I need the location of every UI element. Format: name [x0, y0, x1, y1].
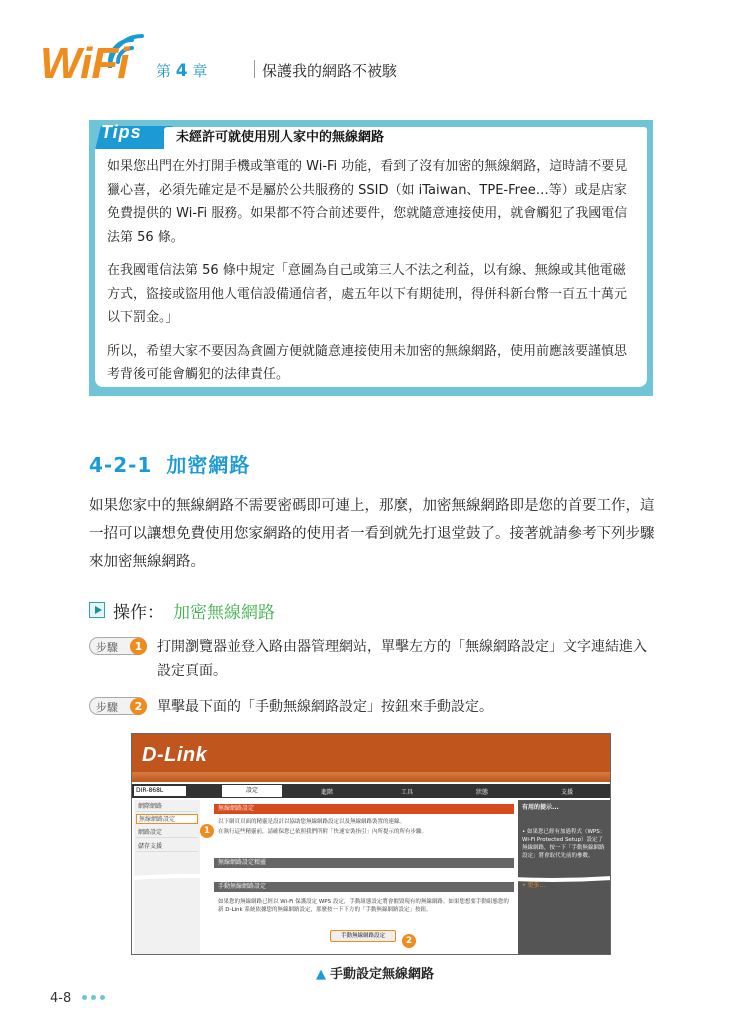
caption-marker: ▲ — [315, 967, 326, 982]
tips-body — [95, 149, 647, 387]
caption-text: 手動設定無線網路 — [329, 967, 434, 982]
chapter-title: 保護我的網路不被駭 — [262, 62, 398, 80]
section-name: 加密網路 — [166, 453, 251, 477]
dlink-help-text: • 如果您已經有加過程式（WPS：Wi-Fi Protected Setup）設定了無線網路，按一下「手動無線網路設定」將會取代先前的參數。 — [522, 829, 606, 859]
footer-dot — [91, 995, 96, 1000]
dlink-side-wireless[interactable]: 無線網路設定 — [136, 814, 198, 824]
footer-dot — [100, 995, 105, 1000]
dlink-tab-advanced[interactable]: 進階 — [320, 789, 333, 796]
page-number: 4-8 — [50, 991, 72, 1006]
tips-box — [89, 120, 653, 396]
router-screenshot — [131, 733, 611, 955]
step-text: 打開瀏覽器並登入路由器管理網站，單擊左方的「無線網路設定」文字連結進入設定頁面。 — [157, 639, 647, 679]
chapter-suffix: 章 — [192, 62, 208, 80]
step-number: 1 — [130, 638, 147, 655]
footer-dots — [82, 987, 109, 1006]
callout-1: 1 — [200, 824, 214, 838]
chapter-number — [156, 60, 207, 81]
section-body: 如果您家中的無線網路不需要密碼即可連上，那麼，加密無線網路即是您的首要工作，這一招可以讓想免費使用您家網路的使用者一看到就先打退堂鼓了。接著就請參考下列步驟來加密無線網路。 — [89, 498, 655, 570]
cut-wave-divider — [132, 874, 611, 882]
step-word: 步驟 — [96, 701, 118, 714]
dlink-text: 在執行這些精靈前，請確保您已依照我們所附「快速安裝指引」內所提示的所有步驟。 — [218, 829, 428, 835]
operation-name: 加密無線網路 — [173, 603, 275, 623]
step-word: 步驟 — [96, 641, 118, 654]
dlink-bar-wireless: 無線網路設定 — [214, 804, 514, 814]
dlink-text: 以下網頁頁面的精靈是設計以協助您無線網路設定以及無線網路裝置的連線。 — [218, 819, 406, 825]
step-badge — [89, 637, 147, 655]
dlink-bar-manual: 手動無線網路設定 — [214, 882, 514, 892]
dlink-tab-setup[interactable]: 設定 — [222, 785, 282, 797]
manual-wireless-setup-button[interactable]: 手動無線網路設定 — [330, 930, 396, 942]
dlink-text: 如果您的無線網路已經以 Wi-Fi 保護設定 WPS 設定，手動組態設定將會摧毀現有的無線網路。如果您想要手動組態您的新 D-Link 系統依據您的無線網路設定，那麼按一下下方的「手動無線網路設定」按鈕。 — [218, 899, 509, 913]
dlink-help-title: 有用的提示... — [522, 804, 559, 811]
dlink-side-storage[interactable]: 儲存支援 — [136, 842, 198, 852]
step-2 — [89, 695, 669, 717]
section-number: 4-2-1 — [89, 453, 153, 477]
wifi-logo: WiFi — [40, 39, 129, 88]
figure-caption — [0, 963, 750, 982]
tips-label: Tips — [101, 122, 142, 142]
page-footer — [50, 987, 109, 1006]
dlink-tab-tools[interactable]: 工具 — [400, 789, 413, 796]
chapter-header — [40, 28, 420, 88]
dlink-tab-status[interactable]: 狀態 — [475, 789, 488, 796]
chapter-divider — [254, 60, 255, 78]
tips-heading: 未經許可就使用別人家中的無線網路 — [164, 127, 647, 149]
play-arrow-icon — [89, 602, 105, 618]
tips-paragraph: 如果您出門在外打開手機或筆電的 Wi-Fi 功能，看到了沒有加密的無線網路，這時請不要見獵心喜，必須先確定是不是屬於公共服務的 SSID（如 iTaiwan、TPE-Free…等）或是店家免費提供的 Wi-Fi 服務。如果都不符合前述要件，您就隨意連接使用，就會觸犯了我國電信法第 56 條。 — [107, 159, 628, 245]
chapter-num: 4 — [175, 61, 188, 81]
operation-label: 操作： — [113, 603, 164, 623]
dlink-side-network[interactable]: 網路設定 — [136, 828, 198, 838]
dlink-model: DIR-868L — [134, 786, 186, 796]
step-1 — [89, 635, 669, 685]
chapter-prefix: 第 — [156, 62, 172, 80]
tips-paragraph: 在我國電信法第 56 條中規定「意圖為自己或第三人不法之利益，以有線、無線或其他電磁方式，盜接或盜用他人電信設備通信者，處五年以下有期徒刑，得併科新台幣一百五十萬元以下罰金。」 — [107, 263, 628, 325]
dlink-logo: D-Link — [142, 744, 208, 766]
dlink-side-internet[interactable]: 網際網路 — [136, 802, 198, 812]
step-number: 2 — [130, 698, 147, 715]
dlink-bar-wizard: 無線網路設定精靈 — [214, 858, 514, 868]
step-text: 單擊最下面的「手動無線網路設定」按鈕來手動設定。 — [157, 699, 493, 715]
callout-2: 2 — [402, 934, 416, 948]
section-title — [89, 449, 250, 478]
dlink-help-more[interactable]: • 更多... — [522, 882, 546, 889]
step-badge — [89, 697, 147, 715]
dlink-tab-support[interactable]: 支援 — [560, 789, 573, 796]
tips-paragraph: 所以，希望大家不要因為貪圖方便就隨意連接使用未加密的無線網路，使用前應該要謹慎思考背後可能會觸犯的法律責任。 — [107, 343, 628, 382]
footer-dot — [82, 995, 87, 1000]
